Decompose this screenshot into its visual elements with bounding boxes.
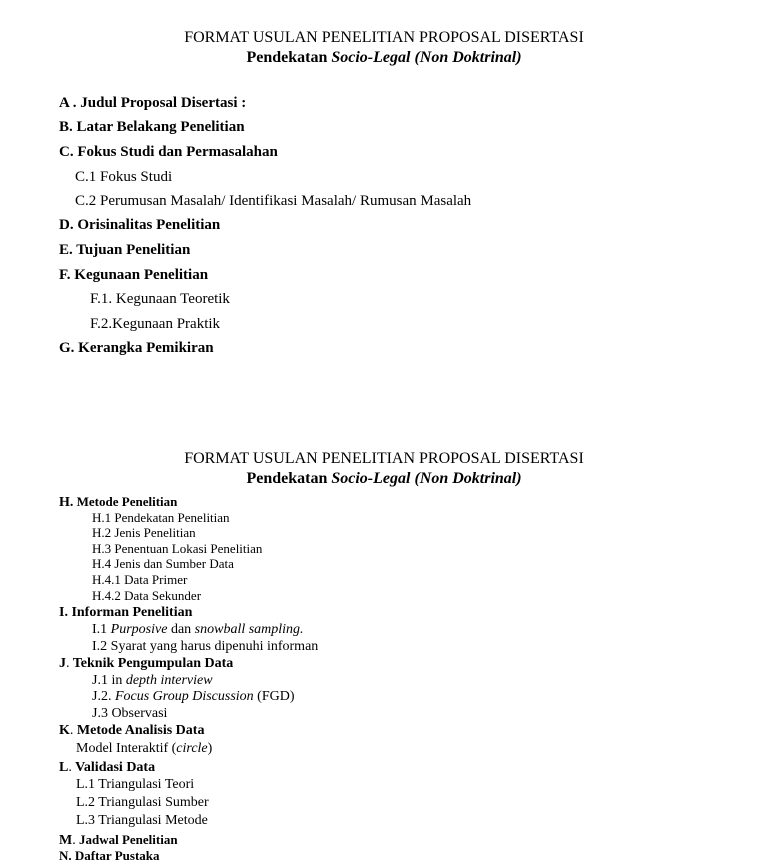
item-j2-suffix: (FGD)	[253, 689, 295, 704]
item-a-judul: A . Judul Proposal Disertasi :	[59, 95, 247, 111]
item-n-daftar-pustaka: N. Daftar Pustaka	[59, 848, 160, 863]
section1-subtitle-italic: Socio-Legal (Non Doktrinal)	[331, 49, 522, 66]
item-k-letter: K	[59, 723, 70, 738]
section1-heading	[0, 28, 768, 68]
item-h-letter: H.	[59, 495, 74, 510]
item-k-analisis	[59, 723, 204, 739]
item-k1	[76, 741, 212, 757]
item-l2: L.2 Triangulasi Sumber	[76, 795, 209, 810]
section2-subtitle	[0, 469, 768, 489]
item-m-jadwal	[59, 831, 178, 849]
item-j1-prefix: J.1 in	[92, 673, 126, 688]
item-j3: J.3 Observasi	[92, 706, 168, 721]
item-i2: I.2 Syarat yang harus dipenuhi informan	[92, 639, 319, 654]
item-b-latar-belakang: B. Latar Belakang Penelitian	[59, 119, 245, 135]
item-k1-suffix: )	[207, 741, 213, 756]
item-i1	[92, 622, 304, 638]
item-g-kerangka: G. Kerangka Pemikiran	[59, 340, 214, 356]
item-i1-mid: dan	[167, 622, 195, 637]
item-j-dot: .	[66, 656, 70, 671]
item-m-dot: .	[72, 833, 76, 848]
item-k1-prefix: Model Interaktif (	[76, 741, 177, 756]
item-l-label: Validasi Data	[71, 760, 156, 775]
item-i-informan: I. Informan Penelitian	[59, 605, 193, 620]
item-k-label: Metode Analisis Data	[73, 723, 205, 738]
item-i1-purposive: Purposive	[110, 622, 168, 637]
item-j1	[92, 673, 213, 689]
item-l3: L.3 Triangulasi Metode	[76, 813, 208, 828]
section1-title: FORMAT USULAN PENELITIAN PROPOSAL DISERTASI	[184, 29, 584, 46]
item-i1-snowball: snowball sampling.	[194, 622, 304, 637]
item-l-dot: .	[68, 760, 72, 775]
item-l-letter: L	[59, 760, 69, 775]
item-h41: H.4.1 Data Primer	[92, 572, 188, 587]
item-j-letter: J	[59, 656, 66, 671]
item-l1: L.1 Triangulasi Teori	[76, 777, 195, 792]
item-j1-italic: depth interview	[125, 673, 213, 688]
section2-heading	[0, 449, 768, 489]
item-k1-italic: circle	[176, 741, 208, 756]
item-i1-prefix: I.1	[92, 622, 111, 637]
item-j-label: Teknik Pengumpulan Data	[69, 656, 234, 671]
item-l-validasi	[59, 760, 155, 776]
item-c2: C.2 Perumusan Masalah/ Identifikasi Masalah/ Rumusan Masalah	[75, 193, 472, 209]
item-f-kegunaan: F. Kegunaan Penelitian	[59, 267, 209, 283]
section2-title: FORMAT USULAN PENELITIAN PROPOSAL DISERTASI	[184, 450, 584, 467]
item-e-tujuan: E. Tujuan Penelitian	[59, 242, 191, 258]
item-m-label: Jadwal Penelitian	[75, 832, 178, 847]
item-k-dot: .	[69, 723, 74, 738]
section1-subtitle-bold: Pendekatan	[246, 49, 332, 66]
item-h4: H.4 Jenis dan Sumber Data	[92, 556, 234, 571]
item-f1: F.1. Kegunaan Teoretik	[90, 291, 230, 307]
item-c1: C.1 Fokus Studi	[75, 169, 173, 185]
item-h3: H.3 Penentuan Lokasi Penelitian	[92, 541, 263, 556]
item-h2: H.2 Jenis Penelitian	[92, 525, 196, 540]
item-h-metode	[59, 493, 177, 511]
item-j2-prefix: J.2.	[92, 689, 115, 704]
item-j-teknik	[59, 656, 233, 672]
item-h42: H.4.2 Data Sekunder	[92, 588, 202, 603]
section2-subtitle-bold: Pendekatan	[246, 470, 332, 487]
section2-subtitle-italic: Socio-Legal (Non Doktrinal)	[331, 470, 522, 487]
item-h1: H.1 Pendekatan Penelitian	[92, 510, 230, 525]
item-d-orisinalitas: D. Orisinalitas Penelitian	[59, 217, 221, 233]
section1-subtitle	[0, 48, 768, 68]
item-h-label: Metode Penelitian	[73, 494, 178, 509]
item-j2	[92, 689, 295, 705]
item-c-fokus-studi: C. Fokus Studi dan Permasalahan	[59, 144, 278, 160]
item-f2: F.2.Kegunaan Praktik	[90, 316, 221, 332]
item-m-letter: M	[59, 833, 73, 848]
item-j2-italic: Focus Group Discussion	[114, 689, 254, 704]
